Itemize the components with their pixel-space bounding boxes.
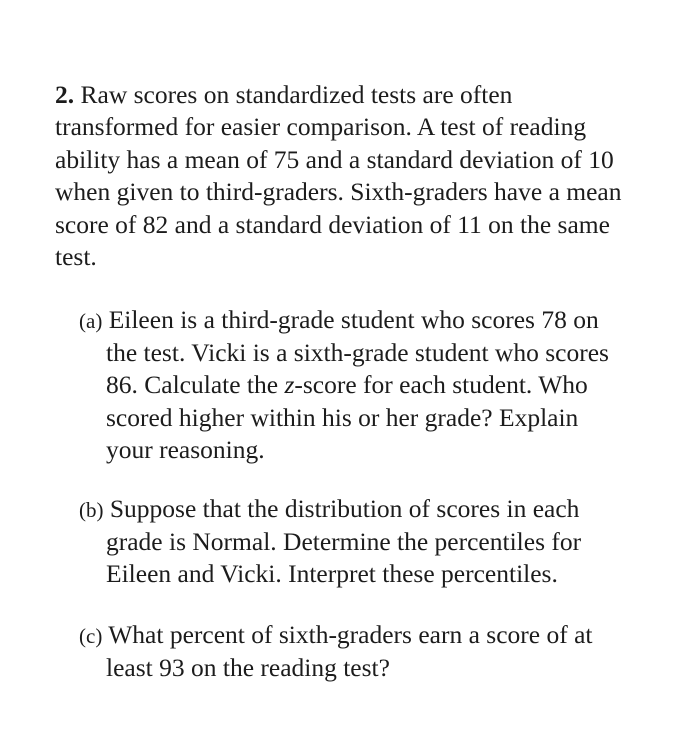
part-a-line: scored higher within his or her grade? Explain	[106, 402, 579, 432]
problem-number: 2.	[55, 80, 75, 109]
question-part-c	[79, 619, 669, 684]
part-a-text: Eileen is a third-grade student who scores 78 on	[102, 305, 599, 334]
problem-line: score of 82 and a standard deviation of 11 on the same	[55, 209, 610, 239]
z-variable: z	[284, 370, 295, 400]
part-c-line	[79, 619, 669, 652]
question-part-b	[79, 493, 669, 591]
problem-line: transformed for easier comparison. A test of reading	[55, 112, 587, 142]
part-a-line	[79, 369, 669, 401]
part-a-text: -score for each student. Who	[294, 370, 588, 400]
part-a-label: (a)	[79, 309, 103, 333]
question-part-a	[79, 304, 669, 466]
part-b-text: Suppose that the distribution of scores in each	[103, 494, 580, 523]
part-a-line: the test. Vicki is a sixth-grade student who scores	[106, 338, 609, 368]
problem-line: test.	[55, 242, 97, 272]
part-b-line: Eileen and Vicki. Interpret these percentiles.	[106, 559, 558, 589]
problem-line-text: Raw scores on standardized tests are often	[74, 80, 513, 109]
part-b-label: (b)	[79, 498, 104, 522]
part-a-line	[79, 304, 669, 337]
part-c-label: (c)	[79, 624, 103, 648]
part-a-line: your reasoning.	[106, 434, 265, 464]
part-b-line: grade is Normal. Determine the percentiles for	[106, 527, 582, 557]
part-a-text: 86. Calculate the	[106, 370, 285, 400]
part-c-text: What percent of sixth-graders earn a score of at	[102, 620, 593, 649]
problem-line	[55, 79, 670, 111]
problem-line: ability has a mean of 75 and a standard deviation of 10	[55, 144, 614, 174]
problem-statement	[55, 79, 670, 273]
problem-line: when given to third-graders. Sixth-graders have a mean	[55, 177, 622, 207]
part-c-line: least 93 on the reading test?	[106, 653, 390, 683]
part-b-line	[79, 493, 669, 526]
